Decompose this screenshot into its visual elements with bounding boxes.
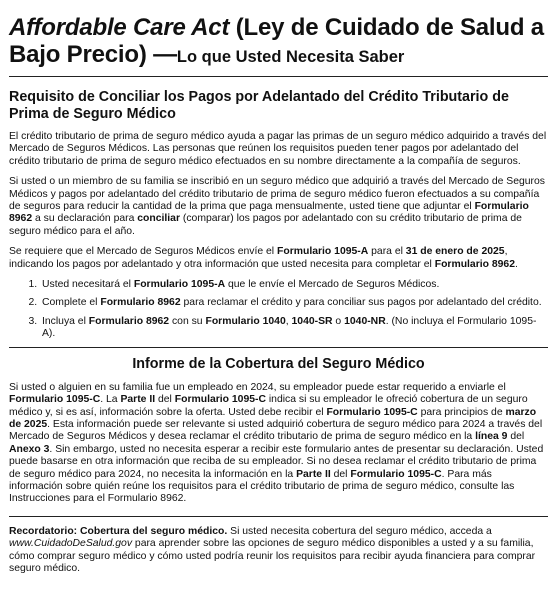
text-run: del: [330, 468, 351, 480]
coverage-paragraph: [9, 382, 548, 506]
text-run: indica si su empleador le ofreció cobertura de un seguro médico y, si es así, información sobre la oferta. Usted debe recibir el: [9, 394, 528, 418]
schedule-3-ref: Anexo 3: [9, 443, 50, 455]
form-1095c-ref: Formulario 1095-C: [9, 394, 101, 406]
text-run: Si usted o un miembro de su familia se inscribió en un seguro médico que adquirió a través del Mercado de Seguros Médicos y pagos por adelantado del crédito tributario de prima de seguro médico fueron efectuados a su compañía de seguros para reducir la cantidad de la prima que paga mensualmente, usted tiene que adjuntar el: [9, 176, 545, 213]
deadline-paragraph: [9, 246, 548, 271]
march-date: marzo de 2025: [9, 406, 537, 430]
form-1040-ref: Formulario 1040: [205, 315, 286, 327]
part-ii-ref: Parte II: [120, 394, 156, 406]
text-run: .: [515, 258, 518, 270]
title-subtitle: Lo que Usted Necesita Saber: [176, 48, 405, 66]
title-divider: [9, 76, 548, 77]
intro-paragraph: El crédito tributario de prima de seguro médico ayuda a pagar las primas de un seguro médico adquirido a través del Mercado de Seguros Médicos. Las personas que reúnen los requisitos pueden tener pagos por adelantado del crédito tributario de prima de seguro médico efectuados en su nombre directamente a la compañía de seguros.: [9, 131, 547, 167]
part-ii-ref: Parte II: [296, 468, 331, 480]
text-run: con su: [169, 315, 206, 327]
text-run: que le envíe el Mercado de Seguros Médicos.: [225, 279, 440, 291]
reconcile-paragraph: [9, 176, 548, 238]
conciliar-term: conciliar: [137, 213, 180, 225]
form-1095a-ref: Formulario 1095-A: [133, 279, 226, 291]
text-run: del: [155, 394, 175, 406]
form-8962-ref: Formulario 8962: [434, 258, 515, 270]
list-item: [40, 297, 548, 309]
text-run: del: [507, 431, 525, 443]
text-run: . (No incluya el Formulario 1095-A).: [42, 315, 537, 340]
form-1040nr-ref: 1040-NR: [344, 315, 386, 327]
deadline-date: 31 de enero de 2025: [405, 246, 505, 258]
reminder-paragraph: [9, 526, 548, 576]
reminder-divider: [9, 516, 548, 517]
form-8962-ref: Formulario 8962: [88, 315, 170, 327]
text-run: . Sin embargo, usted no necesita esperar a recibir este formulario antes de presentar su declaración. Usted puede basarse en otra información que reciba de su empleador. Si no desea reclamar el crédito tributario de prima de seguro médico para 2024, no necesita la información en la: [9, 443, 544, 480]
text-run: (comparar) los pagos por adelantado con su crédito tributario de prima de seguro médico para el año.: [9, 213, 522, 237]
reconcile-section: [9, 89, 548, 341]
form-1095c-ref: Formulario 1095-C: [350, 468, 442, 480]
coverage-heading: Informe de la Cobertura del Seguro Médico: [132, 355, 425, 372]
text-run: Usted necesitará el: [42, 279, 134, 291]
form-1040sr-ref: 1040-SR: [291, 315, 333, 327]
text-run: para reclamar el crédito y para conciliar sus pagos por adelantado del crédito.: [180, 297, 542, 309]
text-run: Se requiere que el Mercado de Seguros Médicos envíe el: [9, 246, 278, 258]
section-divider: [9, 347, 548, 348]
form-1095c-ref: Formulario 1095-C: [174, 394, 266, 406]
text-run: para principios de: [417, 406, 506, 418]
title-italic: Affordable Care Act: [9, 14, 230, 41]
text-run: , indicando los pagos por adelantado y otra información que usted necesita para completar el: [9, 246, 508, 270]
list-item: [40, 279, 548, 291]
text-run: . Para más información sobre quién reúne los requisitos para el crédito tributario de prima de seguro médico, consulte las Instrucciones para el Formulario 8962.: [9, 468, 515, 505]
page-title: [9, 14, 548, 71]
form-8962-ref: Formulario 8962: [100, 297, 181, 309]
form-8962-ref: Formulario 8962: [9, 201, 529, 225]
text-run: . Esta información puede ser relevante si usted adquirió cobertura de seguro médico para 2024 a través del Mercado de Seguros Médicos y desea reclamar el crédito tributario de prima de seguro médico en la: [9, 418, 543, 443]
text-run: a su declaración para: [32, 213, 138, 225]
form-1095a-ref: Formulario 1095-A: [277, 246, 369, 258]
document-page: [0, 14, 556, 612]
text-run: para aprender sobre las opciones de seguro médico disponibles a usted y a su familia, cómo comprar seguro médico y cómo usted podría reunir los requisitos para recibir ayuda financiera para comprar seguro médico.: [9, 538, 536, 574]
title-rest: (Ley de Cuidado de Salud a Bajo Precio) —: [9, 14, 544, 68]
text-run: Complete el: [42, 297, 101, 309]
cuidadodesalud-link[interactable]: www.CuidadoDeSalud.gov: [9, 538, 133, 550]
reminder-label: Recordatorio: Cobertura del seguro médico.: [9, 525, 228, 537]
form-1095c-ref: Formulario 1095-C: [326, 406, 418, 418]
text-run: . La: [100, 394, 121, 406]
steps-list: [9, 279, 548, 341]
text-run: o: [332, 315, 345, 327]
list-item: [40, 316, 548, 341]
text-run: Si usted necesita cobertura del seguro médico, acceda a: [227, 525, 492, 537]
coverage-section: [9, 356, 548, 506]
text-run: Incluya el: [42, 315, 89, 327]
text-run: para el: [368, 246, 406, 258]
text-run: Si usted o alguien en su familia fue un empleado en 2024, su empleador puede estar requerido a enviarle el: [9, 381, 506, 393]
reconcile-heading: Requisito de Conciliar los Pagos por Adelantado del Crédito Tributario de Prima de Seguro Médico: [9, 89, 509, 122]
text-run: ,: [285, 315, 292, 327]
line-9-ref: línea 9: [475, 431, 508, 443]
